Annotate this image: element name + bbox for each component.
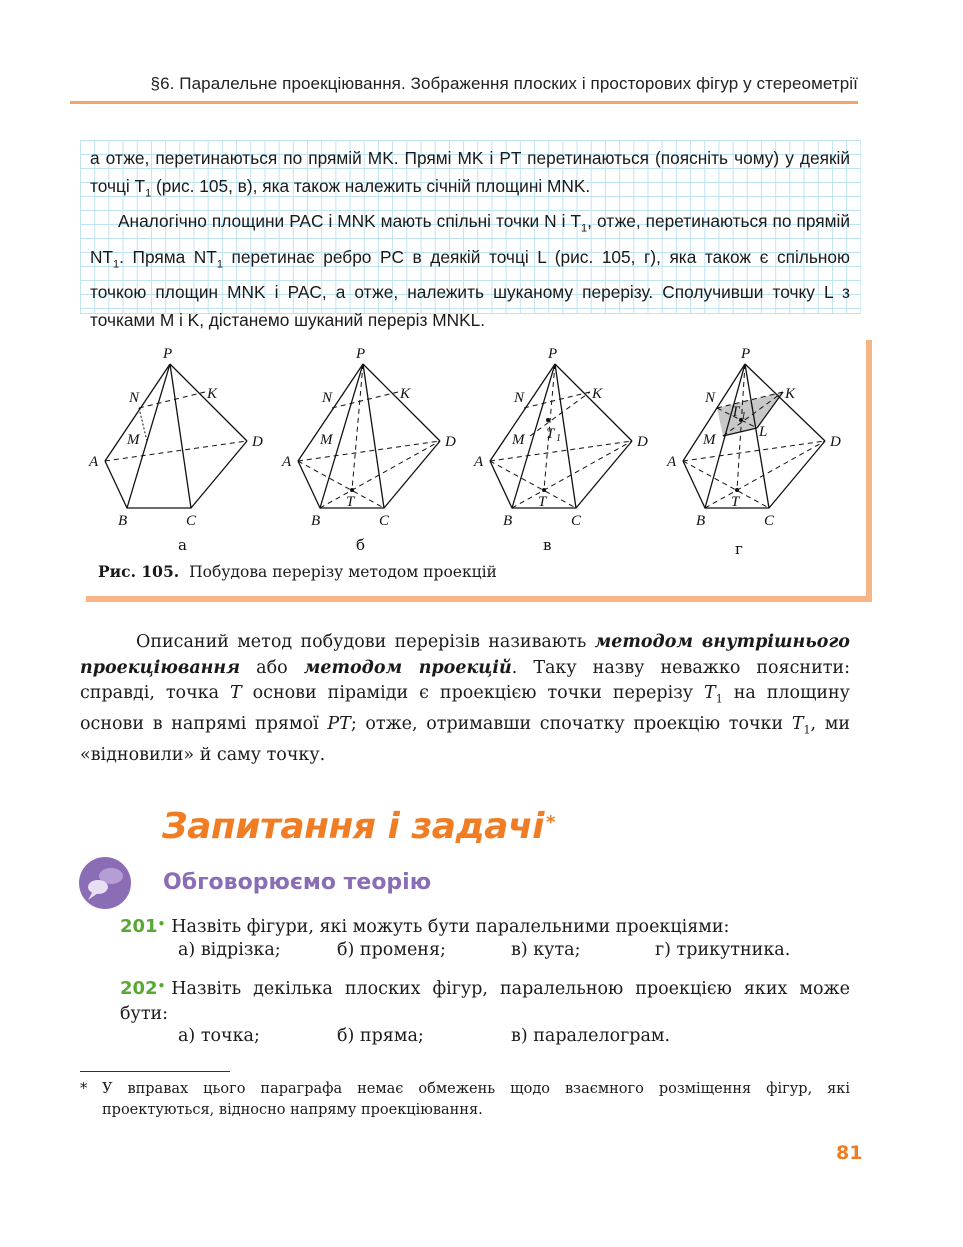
label-C: C bbox=[571, 513, 582, 529]
figure-label-g: г bbox=[735, 540, 743, 558]
grid-para2c: . Пряма NT bbox=[119, 246, 217, 267]
grid-para2b: , отже, перетинаються по прямій NT bbox=[90, 211, 850, 267]
pyramid-b-diagram bbox=[280, 340, 470, 535]
label-T: T bbox=[538, 494, 547, 510]
body-text-6: ; отже, отримавши спочатку проекцію точки bbox=[350, 714, 784, 734]
grid-para2a: Аналогічно площини PAC і MNK мають спільні точки N і T bbox=[118, 211, 582, 232]
label-N: N bbox=[514, 390, 525, 406]
footnote-text: У вправах цього параграфа немає обмежень щодо взаємного розміщення фігур, які проектуються, відносно напряму проекціювання. bbox=[102, 1081, 850, 1118]
point-T1: T bbox=[704, 683, 716, 703]
running-header: §6. Паралельне проекціювання. Зображення плоских і просторових фігур у стереометрії bbox=[150, 74, 858, 93]
header-rule bbox=[70, 101, 858, 104]
grid-para2a-sub: 1 bbox=[581, 222, 588, 235]
body-text-5: на площину основи в напрямі прямої bbox=[80, 683, 850, 734]
task-202-option-c: в) паралелограм. bbox=[511, 1026, 671, 1046]
label-A: A bbox=[667, 454, 677, 470]
grid-paragraph bbox=[90, 144, 850, 334]
task-number bbox=[120, 978, 165, 999]
label-C: C bbox=[186, 513, 197, 529]
task-202-option-b: б) пряма; bbox=[337, 1026, 424, 1046]
label-M: M bbox=[320, 432, 333, 448]
label-D: D bbox=[252, 434, 263, 450]
figure-label-v: в bbox=[543, 536, 552, 554]
pyramid-v-diagram bbox=[472, 340, 662, 535]
label-P: P bbox=[356, 346, 366, 362]
label-A: A bbox=[474, 454, 484, 470]
section-title-star: * bbox=[546, 812, 555, 833]
label-B: B bbox=[696, 513, 706, 529]
line-PT: PT bbox=[327, 714, 351, 734]
label-K: K bbox=[785, 386, 796, 402]
point-T1b: T bbox=[791, 714, 804, 734]
caption-text: Побудова перерізу методом проекцій bbox=[189, 563, 497, 581]
task-201-option-b: б) променя; bbox=[337, 940, 446, 960]
label-D: D bbox=[445, 434, 456, 450]
figure-g bbox=[665, 340, 865, 535]
page-number: 81 bbox=[836, 1142, 863, 1164]
figure-caption bbox=[98, 562, 497, 581]
task-level-dot: • bbox=[157, 979, 166, 993]
grid-para2c-sub: 1 bbox=[216, 258, 223, 271]
section-title-text: Запитання і задачі bbox=[162, 806, 545, 847]
label-B: B bbox=[118, 513, 128, 529]
figure-b bbox=[280, 340, 470, 535]
body-paragraph bbox=[80, 630, 850, 769]
label-M: M bbox=[512, 432, 525, 448]
subsection-title: Обговорюємо теорію bbox=[163, 870, 432, 895]
grid-para2d: перетинає ребро PC в деякій точці L (рис. 105, г), яка також є спільною точкою площин MNK і PAC, а отже, належить шуканому перерізу. Сполучивши точку L з точками M і K, дістанемо шуканий переріз MNKL. bbox=[90, 246, 850, 331]
label-T1: T bbox=[731, 404, 740, 420]
label-T1: T bbox=[546, 426, 555, 442]
label-P: P bbox=[741, 346, 751, 362]
point-T1b-sub: 1 bbox=[803, 723, 811, 737]
label-C: C bbox=[764, 513, 775, 529]
label-K: K bbox=[207, 386, 218, 402]
label-B: B bbox=[311, 513, 321, 529]
body-text-3: . Таку назву неважко пояснити: справді, точка bbox=[80, 657, 850, 703]
task-text: Назвіть фігури, які можуть бути паралельними проекціями: bbox=[171, 917, 730, 937]
figure-label-a: а bbox=[178, 536, 187, 554]
body-text-4: основи піраміди є проекцією точки перерізу bbox=[252, 683, 694, 703]
figure-label-b: б bbox=[356, 536, 366, 554]
body-text-1: Описаний метод побудови перерізів називають bbox=[136, 632, 587, 652]
term-projection-method: методом проекцій bbox=[303, 657, 512, 678]
footnote-rule bbox=[80, 1071, 230, 1072]
footnote bbox=[80, 1079, 850, 1121]
label-A: A bbox=[282, 454, 292, 470]
label-P: P bbox=[163, 346, 173, 362]
label-N: N bbox=[129, 390, 140, 406]
label-T1-sub: 1 bbox=[741, 411, 746, 422]
task-202 bbox=[120, 976, 850, 1027]
task-number-text: 202 bbox=[120, 978, 158, 999]
label-N: N bbox=[322, 390, 333, 406]
point-T: T bbox=[229, 683, 242, 703]
label-T: T bbox=[346, 494, 355, 510]
pyramid-g-diagram bbox=[665, 340, 865, 535]
label-L: L bbox=[759, 424, 768, 440]
term-internal-projection: методом внутрішнього проекціювання bbox=[80, 632, 850, 678]
point-T1-sub: 1 bbox=[715, 692, 723, 706]
label-N: N bbox=[705, 390, 716, 406]
task-201-option-a: а) відрізка; bbox=[178, 940, 281, 960]
label-D: D bbox=[637, 434, 648, 450]
label-T1-sub: 1 bbox=[556, 433, 561, 444]
grid-line1-sub: 1 bbox=[145, 187, 152, 200]
task-201-option-c: в) кута; bbox=[511, 940, 581, 960]
label-P: P bbox=[548, 346, 558, 362]
grid-para2b-sub: 1 bbox=[113, 258, 120, 271]
speech-bubbles-icon bbox=[78, 856, 132, 915]
label-M: M bbox=[127, 432, 140, 448]
task-201 bbox=[120, 914, 850, 940]
label-B: B bbox=[503, 513, 513, 529]
task-201-option-d: г) трикутника. bbox=[655, 940, 791, 960]
task-level-dot: • bbox=[157, 917, 166, 931]
task-text: Назвіть декілька плоских фігур, паралельною проекцією яких може бути: bbox=[120, 979, 850, 1024]
caption-number: Рис. 105. bbox=[98, 562, 180, 581]
body-text-7: , ми «відновили» й саму точку. bbox=[80, 714, 850, 765]
figure-v bbox=[472, 340, 662, 535]
pyramid-a-diagram bbox=[85, 340, 275, 535]
section-title bbox=[162, 806, 555, 847]
task-number-text: 201 bbox=[120, 916, 158, 937]
label-T: T bbox=[731, 494, 740, 510]
figure-a bbox=[85, 340, 275, 535]
label-C: C bbox=[379, 513, 390, 529]
label-A: A bbox=[89, 454, 99, 470]
grid-line1: а отже, перетинаються по прямій MK. Прямі MK і PT перетинаються (поясніть чому) у деякій точці T bbox=[90, 148, 850, 196]
grid-line1-rest: (рис. 105, в), яка також належить січній площині MNK. bbox=[151, 176, 591, 196]
label-K: K bbox=[592, 386, 603, 402]
task-number bbox=[120, 916, 165, 937]
task-202-option-a: а) точка; bbox=[178, 1026, 260, 1046]
label-D: D bbox=[830, 434, 841, 450]
label-K: K bbox=[400, 386, 411, 402]
label-M: M bbox=[703, 432, 716, 448]
body-text-2: або bbox=[256, 657, 288, 678]
footnote-star: * bbox=[80, 1081, 88, 1097]
